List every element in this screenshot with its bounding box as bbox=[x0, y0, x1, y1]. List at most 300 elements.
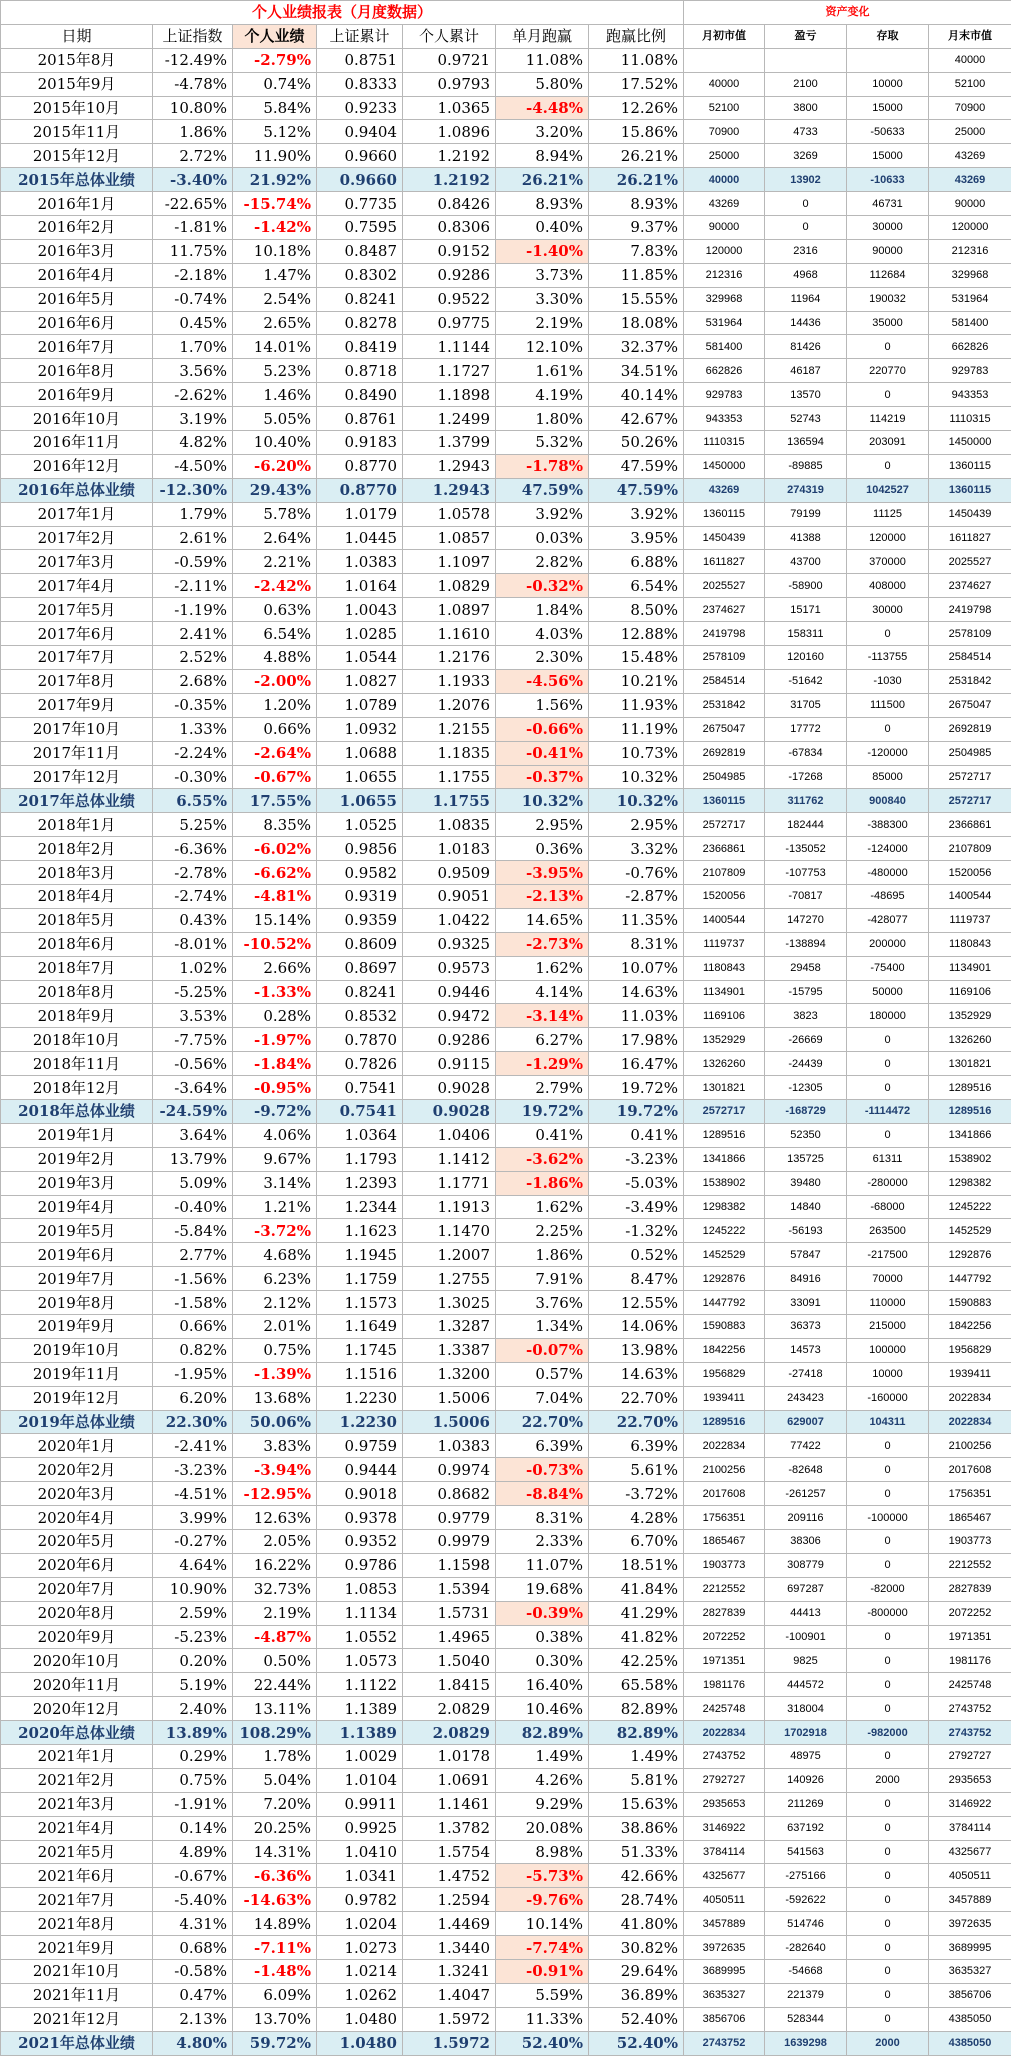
start-value-cell: 1110315 bbox=[684, 431, 765, 455]
end-value-cell: 2366861 bbox=[929, 813, 1011, 837]
deposit-withdraw-cell: 0 bbox=[847, 1482, 929, 1506]
end-value-cell: 2504985 bbox=[929, 741, 1011, 765]
end-value-cell: 1450000 bbox=[929, 431, 1011, 455]
end-value-cell: 943353 bbox=[929, 383, 1011, 407]
start-value-cell: 52100 bbox=[684, 96, 765, 120]
index-change-cell: 10.90% bbox=[153, 1577, 233, 1601]
start-value-cell: 1447792 bbox=[684, 1291, 765, 1315]
asset-row bbox=[684, 1267, 1011, 1291]
table-row bbox=[1, 454, 684, 478]
personal-change-cell: 16.22% bbox=[233, 1553, 317, 1577]
table-row bbox=[1, 765, 684, 789]
date-cell: 2019年8月 bbox=[1, 1291, 153, 1315]
personal-cumulative-cell: 1.2499 bbox=[403, 407, 496, 431]
personal-change-cell: -10.52% bbox=[233, 932, 317, 956]
personal-change-cell: 5.84% bbox=[233, 96, 317, 120]
end-value-cell: 1110315 bbox=[929, 407, 1011, 431]
table-row bbox=[1, 120, 684, 144]
asset-row bbox=[684, 526, 1011, 550]
table-row bbox=[1, 502, 684, 526]
monthly-outperform-cell: 0.38% bbox=[496, 1625, 589, 1649]
personal-cumulative-cell: 1.4469 bbox=[403, 1912, 496, 1936]
date-cell: 2019年12月 bbox=[1, 1386, 153, 1410]
profit-loss-cell: 3800 bbox=[765, 96, 847, 120]
deposit-withdraw-cell: 114219 bbox=[847, 407, 929, 431]
index-cumulative-cell: 0.9319 bbox=[317, 884, 403, 908]
index-cumulative-cell: 1.1134 bbox=[317, 1601, 403, 1625]
monthly-outperform-cell: -1.78% bbox=[496, 454, 589, 478]
profit-loss-cell: -58900 bbox=[765, 574, 847, 598]
deposit-withdraw-cell: 0 bbox=[847, 1530, 929, 1554]
end-value-cell: 662826 bbox=[929, 335, 1011, 359]
personal-cumulative-cell: 1.5006 bbox=[403, 1386, 496, 1410]
date-cell: 2019年总体业绩 bbox=[1, 1410, 153, 1434]
start-value-cell: 1289516 bbox=[684, 1123, 765, 1147]
index-cumulative-cell: 0.8697 bbox=[317, 956, 403, 980]
table-row bbox=[1, 1291, 684, 1315]
end-value-cell: 3635327 bbox=[929, 1960, 1011, 1984]
outperform-ratio-cell: 1.49% bbox=[589, 1745, 684, 1769]
table-row bbox=[1, 1673, 684, 1697]
personal-cumulative-cell: 0.9509 bbox=[403, 861, 496, 885]
table-row bbox=[1, 431, 684, 455]
deposit-withdraw-cell: 0 bbox=[847, 1076, 929, 1100]
monthly-outperform-cell: 8.93% bbox=[496, 192, 589, 216]
deposit-withdraw-cell: 408000 bbox=[847, 574, 929, 598]
index-change-cell: -1.56% bbox=[153, 1267, 233, 1291]
index-change-cell: -5.25% bbox=[153, 980, 233, 1004]
personal-cumulative-cell: 1.2076 bbox=[403, 693, 496, 717]
profit-loss-cell: 29458 bbox=[765, 956, 847, 980]
personal-cumulative-cell: 0.9793 bbox=[403, 72, 496, 96]
index-cumulative-cell: 1.1389 bbox=[317, 1721, 403, 1745]
asset-row bbox=[684, 48, 1011, 72]
outperform-ratio-cell: 6.88% bbox=[589, 550, 684, 574]
outperform-ratio-cell: 32.37% bbox=[589, 335, 684, 359]
end-value-cell: 929783 bbox=[929, 359, 1011, 383]
deposit-withdraw-cell: -120000 bbox=[847, 741, 929, 765]
end-value-cell: 1352929 bbox=[929, 1004, 1011, 1028]
personal-cumulative-cell: 1.4047 bbox=[403, 1983, 496, 2007]
personal-cumulative-cell: 1.0383 bbox=[403, 1434, 496, 1458]
outperform-ratio-cell: 2.95% bbox=[589, 813, 684, 837]
index-cumulative-cell: 1.2230 bbox=[317, 1410, 403, 1434]
personal-change-cell: -1.42% bbox=[233, 216, 317, 240]
date-cell: 2019年7月 bbox=[1, 1267, 153, 1291]
personal-change-cell: -7.11% bbox=[233, 1936, 317, 1960]
personal-cumulative-cell: 2.0829 bbox=[403, 1721, 496, 1745]
monthly-outperform-cell: 4.03% bbox=[496, 622, 589, 646]
profit-loss-cell: 3269 bbox=[765, 144, 847, 168]
deposit-withdraw-cell: -480000 bbox=[847, 861, 929, 885]
index-change-cell: 0.29% bbox=[153, 1745, 233, 1769]
index-cumulative-cell: 0.9183 bbox=[317, 431, 403, 455]
index-change-cell: -0.59% bbox=[153, 550, 233, 574]
end-value-cell: 1611827 bbox=[929, 526, 1011, 550]
index-change-cell: 0.47% bbox=[153, 1983, 233, 2007]
personal-cumulative-cell: 1.4965 bbox=[403, 1625, 496, 1649]
personal-change-cell: 8.35% bbox=[233, 813, 317, 837]
profit-loss-cell: 274319 bbox=[765, 478, 847, 502]
date-cell: 2020年1月 bbox=[1, 1434, 153, 1458]
index-cumulative-cell: 0.9359 bbox=[317, 908, 403, 932]
index-cumulative-cell: 1.0364 bbox=[317, 1123, 403, 1147]
asset-row bbox=[684, 1745, 1011, 1769]
start-value-cell: 2792727 bbox=[684, 1768, 765, 1792]
personal-cumulative-cell: 1.1898 bbox=[403, 383, 496, 407]
header-date: 日期 bbox=[1, 24, 153, 48]
asset-row bbox=[684, 1123, 1011, 1147]
start-value-cell: 1400544 bbox=[684, 908, 765, 932]
asset-row bbox=[684, 908, 1011, 932]
start-value-cell: 70900 bbox=[684, 120, 765, 144]
asset-row bbox=[684, 263, 1011, 287]
start-value-cell: 2100256 bbox=[684, 1458, 765, 1482]
header-index-cumulative: 上证累计 bbox=[317, 24, 403, 48]
personal-cumulative-cell: 0.9979 bbox=[403, 1530, 496, 1554]
index-cumulative-cell: 0.7541 bbox=[317, 1099, 403, 1123]
deposit-withdraw-cell: -10633 bbox=[847, 168, 929, 192]
personal-change-cell: -14.63% bbox=[233, 1888, 317, 1912]
date-cell: 2019年3月 bbox=[1, 1171, 153, 1195]
asset-summary-row bbox=[684, 789, 1011, 813]
start-value-cell bbox=[684, 48, 765, 72]
profit-loss-cell: -138894 bbox=[765, 932, 847, 956]
start-value-cell: 329968 bbox=[684, 287, 765, 311]
index-change-cell: 2.52% bbox=[153, 646, 233, 670]
date-cell: 2020年11月 bbox=[1, 1673, 153, 1697]
table-row bbox=[1, 1434, 684, 1458]
start-value-cell: 1981176 bbox=[684, 1673, 765, 1697]
profit-loss-cell: -261257 bbox=[765, 1482, 847, 1506]
summary-row bbox=[1, 789, 684, 813]
monthly-outperform-cell: -0.91% bbox=[496, 1960, 589, 1984]
outperform-ratio-cell: 28.74% bbox=[589, 1888, 684, 1912]
outperform-ratio-cell: 18.51% bbox=[589, 1553, 684, 1577]
start-value-cell: 929783 bbox=[684, 383, 765, 407]
index-change-cell: -0.74% bbox=[153, 287, 233, 311]
outperform-ratio-cell: 38.86% bbox=[589, 1816, 684, 1840]
end-value-cell: 2419798 bbox=[929, 598, 1011, 622]
profit-loss-cell: 48975 bbox=[765, 1745, 847, 1769]
end-value-cell: 1289516 bbox=[929, 1099, 1011, 1123]
outperform-ratio-cell: 14.63% bbox=[589, 980, 684, 1004]
table-row bbox=[1, 359, 684, 383]
table-row bbox=[1, 407, 684, 431]
outperform-ratio-cell: -3.72% bbox=[589, 1482, 684, 1506]
monthly-outperform-cell: -4.56% bbox=[496, 669, 589, 693]
personal-cumulative-cell: 1.2755 bbox=[403, 1267, 496, 1291]
index-change-cell: 2.77% bbox=[153, 1243, 233, 1267]
outperform-ratio-cell: 22.70% bbox=[589, 1386, 684, 1410]
monthly-outperform-cell: 14.65% bbox=[496, 908, 589, 932]
index-cumulative-cell: 0.7826 bbox=[317, 1052, 403, 1076]
index-change-cell: 4.89% bbox=[153, 1840, 233, 1864]
profit-loss-cell: -82648 bbox=[765, 1458, 847, 1482]
personal-change-cell: -2.00% bbox=[233, 669, 317, 693]
index-cumulative-cell: 1.1745 bbox=[317, 1338, 403, 1362]
end-value-cell: 43269 bbox=[929, 144, 1011, 168]
index-change-cell: -0.27% bbox=[153, 1530, 233, 1554]
outperform-ratio-cell: 47.59% bbox=[589, 454, 684, 478]
asset-row bbox=[684, 96, 1011, 120]
end-value-cell: 1447792 bbox=[929, 1267, 1011, 1291]
personal-cumulative-cell: 1.2155 bbox=[403, 717, 496, 741]
monthly-outperform-cell: -3.95% bbox=[496, 861, 589, 885]
personal-change-cell: 4.68% bbox=[233, 1243, 317, 1267]
date-cell: 2019年5月 bbox=[1, 1219, 153, 1243]
personal-cumulative-cell: 1.1755 bbox=[403, 765, 496, 789]
profit-loss-cell: 39480 bbox=[765, 1171, 847, 1195]
outperform-ratio-cell: 17.98% bbox=[589, 1028, 684, 1052]
profit-loss-cell: 33091 bbox=[765, 1291, 847, 1315]
date-cell: 2016年4月 bbox=[1, 263, 153, 287]
index-change-cell: 5.19% bbox=[153, 1673, 233, 1697]
start-value-cell: 40000 bbox=[684, 168, 765, 192]
personal-cumulative-cell: 1.2943 bbox=[403, 478, 496, 502]
index-cumulative-cell: 1.0383 bbox=[317, 550, 403, 574]
deposit-withdraw-cell: 263500 bbox=[847, 1219, 929, 1243]
personal-change-cell: 2.54% bbox=[233, 287, 317, 311]
end-value-cell: 1590883 bbox=[929, 1291, 1011, 1315]
personal-change-cell: -2.42% bbox=[233, 574, 317, 598]
date-cell: 2021年总体业绩 bbox=[1, 2031, 153, 2055]
personal-change-cell: 20.25% bbox=[233, 1816, 317, 1840]
table-row bbox=[1, 1267, 684, 1291]
outperform-ratio-cell: 15.86% bbox=[589, 120, 684, 144]
index-cumulative-cell: 1.0164 bbox=[317, 574, 403, 598]
index-cumulative-cell: 1.1793 bbox=[317, 1147, 403, 1171]
personal-change-cell: 1.46% bbox=[233, 383, 317, 407]
deposit-withdraw-cell: 85000 bbox=[847, 765, 929, 789]
header-outperform-ratio: 跑赢比例 bbox=[589, 24, 684, 48]
table-row bbox=[1, 1243, 684, 1267]
start-value-cell: 2107809 bbox=[684, 861, 765, 885]
index-cumulative-cell: 1.0214 bbox=[317, 1960, 403, 1984]
personal-cumulative-cell: 1.1835 bbox=[403, 741, 496, 765]
date-cell: 2020年7月 bbox=[1, 1577, 153, 1601]
personal-change-cell: -0.95% bbox=[233, 1076, 317, 1100]
asset-row bbox=[684, 407, 1011, 431]
asset-row bbox=[684, 454, 1011, 478]
monthly-outperform-cell: 26.21% bbox=[496, 168, 589, 192]
end-value-cell: 2692819 bbox=[929, 717, 1011, 741]
personal-cumulative-cell: 1.2007 bbox=[403, 1243, 496, 1267]
profit-loss-cell: 135725 bbox=[765, 1147, 847, 1171]
index-cumulative-cell: 1.0789 bbox=[317, 693, 403, 717]
index-cumulative-cell: 1.1623 bbox=[317, 1219, 403, 1243]
start-value-cell: 4050511 bbox=[684, 1888, 765, 1912]
personal-cumulative-cell: 0.9573 bbox=[403, 956, 496, 980]
deposit-withdraw-cell: 0 bbox=[847, 1983, 929, 2007]
index-change-cell: -0.30% bbox=[153, 765, 233, 789]
asset-summary-row bbox=[684, 478, 1011, 502]
profit-loss-cell: 81426 bbox=[765, 335, 847, 359]
start-value-cell: 3457889 bbox=[684, 1912, 765, 1936]
asset-summary-row bbox=[684, 2031, 1011, 2055]
profit-loss-cell: 637192 bbox=[765, 1816, 847, 1840]
date-cell: 2021年11月 bbox=[1, 1983, 153, 2007]
profit-loss-cell: 79199 bbox=[765, 502, 847, 526]
asset-row bbox=[684, 884, 1011, 908]
monthly-outperform-cell: -0.07% bbox=[496, 1338, 589, 1362]
summary-row bbox=[1, 1099, 684, 1123]
end-value-cell: 1360115 bbox=[929, 478, 1011, 502]
start-value-cell: 1169106 bbox=[684, 1004, 765, 1028]
asset-summary-row bbox=[684, 1099, 1011, 1123]
profit-loss-cell: -26669 bbox=[765, 1028, 847, 1052]
date-cell: 2019年2月 bbox=[1, 1147, 153, 1171]
start-value-cell: 1611827 bbox=[684, 550, 765, 574]
monthly-outperform-cell: 16.40% bbox=[496, 1673, 589, 1697]
index-change-cell: -2.74% bbox=[153, 884, 233, 908]
monthly-outperform-cell: -8.84% bbox=[496, 1482, 589, 1506]
outperform-ratio-cell: 15.55% bbox=[589, 287, 684, 311]
date-cell: 2015年8月 bbox=[1, 48, 153, 72]
summary-row bbox=[1, 168, 684, 192]
profit-loss-cell: 1702918 bbox=[765, 1721, 847, 1745]
date-cell: 2016年11月 bbox=[1, 431, 153, 455]
asset-row bbox=[684, 216, 1011, 240]
index-change-cell: -3.23% bbox=[153, 1458, 233, 1482]
table-row bbox=[1, 956, 684, 980]
date-cell: 2021年9月 bbox=[1, 1936, 153, 1960]
asset-row bbox=[684, 669, 1011, 693]
date-cell: 2018年11月 bbox=[1, 1052, 153, 1076]
index-change-cell: -2.78% bbox=[153, 861, 233, 885]
table-row bbox=[1, 1816, 684, 1840]
asset-row bbox=[684, 1362, 1011, 1386]
personal-change-cell: 2.12% bbox=[233, 1291, 317, 1315]
index-change-cell: 4.31% bbox=[153, 1912, 233, 1936]
personal-cumulative-cell: 1.1461 bbox=[403, 1792, 496, 1816]
index-change-cell: 4.82% bbox=[153, 431, 233, 455]
start-value-cell: 1450000 bbox=[684, 454, 765, 478]
monthly-outperform-cell: 0.03% bbox=[496, 526, 589, 550]
index-cumulative-cell: 1.0204 bbox=[317, 1912, 403, 1936]
start-value-cell: 3972635 bbox=[684, 1936, 765, 1960]
personal-cumulative-cell: 1.2594 bbox=[403, 1888, 496, 1912]
date-cell: 2021年1月 bbox=[1, 1745, 153, 1769]
asset-row bbox=[684, 192, 1011, 216]
outperform-ratio-cell: 7.83% bbox=[589, 239, 684, 263]
monthly-outperform-cell: -1.29% bbox=[496, 1052, 589, 1076]
asset-row bbox=[684, 550, 1011, 574]
index-change-cell: 6.20% bbox=[153, 1386, 233, 1410]
outperform-ratio-cell: 8.93% bbox=[589, 192, 684, 216]
index-change-cell: -7.75% bbox=[153, 1028, 233, 1052]
index-change-cell: -2.24% bbox=[153, 741, 233, 765]
header-personal: 个人业绩 bbox=[233, 24, 317, 48]
index-cumulative-cell: 1.0043 bbox=[317, 598, 403, 622]
start-value-cell: 2578109 bbox=[684, 646, 765, 670]
table-row bbox=[1, 263, 684, 287]
table-row bbox=[1, 1028, 684, 1052]
personal-change-cell: 11.90% bbox=[233, 144, 317, 168]
end-value-cell: 2935653 bbox=[929, 1768, 1011, 1792]
table-row bbox=[1, 239, 684, 263]
table-row bbox=[1, 1338, 684, 1362]
table-row bbox=[1, 287, 684, 311]
outperform-ratio-cell: 5.81% bbox=[589, 1768, 684, 1792]
date-cell: 2020年8月 bbox=[1, 1601, 153, 1625]
date-cell: 2018年12月 bbox=[1, 1076, 153, 1100]
start-value-cell: 531964 bbox=[684, 311, 765, 335]
deposit-withdraw-cell: 220770 bbox=[847, 359, 929, 383]
date-cell: 2016年8月 bbox=[1, 359, 153, 383]
asset-row bbox=[684, 1147, 1011, 1171]
outperform-ratio-cell: 40.14% bbox=[589, 383, 684, 407]
end-value-cell: 4385050 bbox=[929, 2007, 1011, 2031]
index-change-cell: -2.62% bbox=[153, 383, 233, 407]
asset-title-row bbox=[684, 1, 1011, 25]
profit-loss-cell: 14573 bbox=[765, 1338, 847, 1362]
index-cumulative-cell: 0.8609 bbox=[317, 932, 403, 956]
start-value-cell: 120000 bbox=[684, 239, 765, 263]
personal-cumulative-cell: 0.9779 bbox=[403, 1506, 496, 1530]
date-cell: 2019年9月 bbox=[1, 1314, 153, 1338]
asset-row bbox=[684, 574, 1011, 598]
index-cumulative-cell: 1.0480 bbox=[317, 2031, 403, 2055]
date-cell: 2015年10月 bbox=[1, 96, 153, 120]
deposit-withdraw-cell: 100000 bbox=[847, 1338, 929, 1362]
profit-loss-cell: 38306 bbox=[765, 1530, 847, 1554]
table-row bbox=[1, 1960, 684, 1984]
index-cumulative-cell: 0.8241 bbox=[317, 980, 403, 1004]
end-value-cell: 2107809 bbox=[929, 837, 1011, 861]
table-row bbox=[1, 884, 684, 908]
outperform-ratio-cell: 8.50% bbox=[589, 598, 684, 622]
personal-cumulative-cell: 1.1771 bbox=[403, 1171, 496, 1195]
monthly-outperform-cell: 1.49% bbox=[496, 1745, 589, 1769]
personal-cumulative-cell: 0.9115 bbox=[403, 1052, 496, 1076]
date-cell: 2018年8月 bbox=[1, 980, 153, 1004]
outperform-ratio-cell: -3.23% bbox=[589, 1147, 684, 1171]
report-title: 个人业绩报表（月度数据） bbox=[1, 1, 684, 25]
start-value-cell: 1939411 bbox=[684, 1386, 765, 1410]
index-change-cell: -24.59% bbox=[153, 1099, 233, 1123]
end-value-cell: 329968 bbox=[929, 263, 1011, 287]
monthly-outperform-cell: 1.62% bbox=[496, 956, 589, 980]
index-change-cell: 22.30% bbox=[153, 1410, 233, 1434]
start-value-cell: 2022834 bbox=[684, 1721, 765, 1745]
personal-cumulative-cell: 0.9775 bbox=[403, 311, 496, 335]
outperform-ratio-cell: 10.73% bbox=[589, 741, 684, 765]
date-cell: 2016年1月 bbox=[1, 192, 153, 216]
index-cumulative-cell: 1.1122 bbox=[317, 1673, 403, 1697]
end-value-cell: 2374627 bbox=[929, 574, 1011, 598]
table-row bbox=[1, 1123, 684, 1147]
asset-summary-row bbox=[684, 1721, 1011, 1745]
end-value-cell: 2578109 bbox=[929, 622, 1011, 646]
asset-row bbox=[684, 1673, 1011, 1697]
table-row bbox=[1, 2007, 684, 2031]
deposit-withdraw-cell: -982000 bbox=[847, 1721, 929, 1745]
deposit-withdraw-cell: 0 bbox=[847, 622, 929, 646]
date-cell: 2021年2月 bbox=[1, 1768, 153, 1792]
personal-change-cell: 0.74% bbox=[233, 72, 317, 96]
deposit-withdraw-cell: 0 bbox=[847, 1697, 929, 1721]
end-value-cell: 2572717 bbox=[929, 765, 1011, 789]
outperform-ratio-cell: 34.51% bbox=[589, 359, 684, 383]
monthly-outperform-cell: 20.08% bbox=[496, 1816, 589, 1840]
outperform-ratio-cell: 82.89% bbox=[589, 1697, 684, 1721]
personal-cumulative-cell: 1.2176 bbox=[403, 646, 496, 670]
outperform-ratio-cell: 19.72% bbox=[589, 1099, 684, 1123]
asset-row bbox=[684, 1243, 1011, 1267]
profit-loss-cell: 541563 bbox=[765, 1840, 847, 1864]
profit-loss-cell: -51642 bbox=[765, 669, 847, 693]
